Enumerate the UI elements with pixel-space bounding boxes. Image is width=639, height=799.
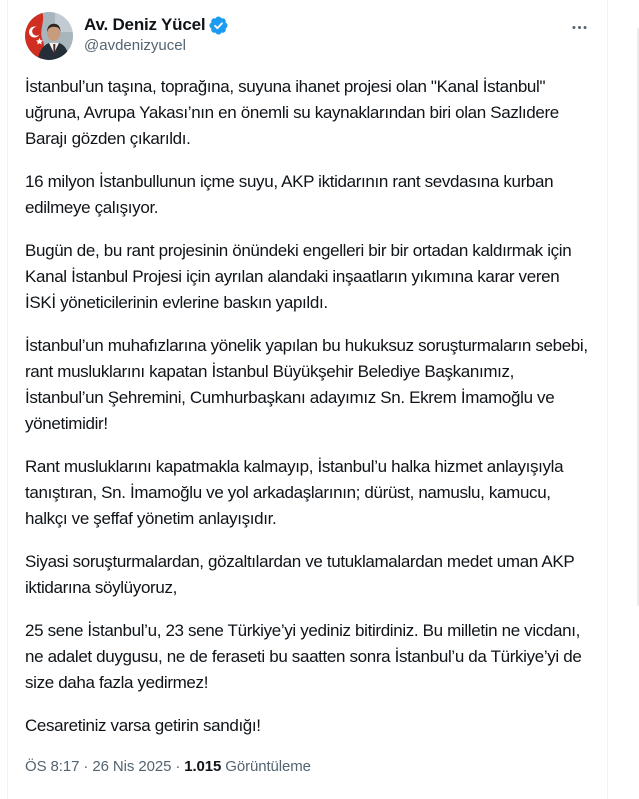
timestamp: ÖS 8:17 · 26 Nis 2025 xyxy=(25,758,172,775)
views-label: Görüntüleme xyxy=(225,758,311,775)
tweet-paragraph: Rant musluklarını kapatmakla kalmayıp, İstanbul’u halka hizmet anlayışıyla tanıştıran, Sn. İmamoğlu ve yol arkadaşlarının; dürüst, namuslu, kamucu, halkçı ve şeffaf yönetim anlayışıdır. xyxy=(25,457,568,528)
tweet-paragraph: İstanbul’un muhafızlarına yönelik yapılan bu hukuksuz soruşturmaların sebebi, rant musluklarını kapatan İstanbul Büyükşehir Belediye Başkanımız, İstanbul’un Şehremini, Cumhurbaşkanı adayımız Sn. Ekrem İmamoğlu ve yönetimidir! xyxy=(25,336,593,433)
views-count: 1.015 xyxy=(184,758,222,775)
tweet-paragraph: İstanbul’un taşına, toprağına, suyuna ihanet projesi olan "Kanal İstanbul" uğruna, Avrupa Yakası’nın en önemli su kaynaklarından biri olan Sazlıdere Barajı gözden çıkarıldı. xyxy=(25,77,564,148)
tweet-text xyxy=(25,74,591,739)
tweet-paragraph: 16 milyon İstanbullunun içme suyu, AKP iktidarının rant sevdasına kurban edilmeye çalışıyor. xyxy=(25,172,558,217)
author-block xyxy=(84,12,568,54)
tweet-footer xyxy=(25,756,591,791)
author-handle[interactable]: @avdenizyucel xyxy=(84,37,186,54)
more-button[interactable] xyxy=(568,12,591,43)
tweet-paragraph: Cesaretiniz varsa getirin sandığı! xyxy=(25,716,261,735)
author-name-row xyxy=(84,15,568,35)
separator-dot: · xyxy=(175,758,181,775)
tweet-paragraph: Bugün de, bu rant projesinin önündeki engelleri bir bir ortadan kaldırmak için Kanal İstanbul Projesi için ayrılan alandaki inşaatların yıkımına karar veren İSKİ yöneticilerinin evlerine baskın yapıldı. xyxy=(25,241,576,312)
verified-badge-icon[interactable] xyxy=(209,16,228,35)
tweet-card xyxy=(7,0,608,799)
tweet-paragraph: 25 sene İstanbul’u, 23 sene Türkiye’yi yediniz bitirdiniz. Bu milletin ne vicdanı, ne adalet duygusu, ne de feraseti bu saatten sonra İstanbul’u da Türkiye’yi de size daha fazla yedirmez! xyxy=(25,621,586,692)
tweet-header xyxy=(25,12,591,60)
more-icon xyxy=(570,18,589,37)
author-name[interactable]: Av. Deniz Yücel xyxy=(84,15,206,34)
tweet-paragraph: Siyasi soruşturmalardan, gözaltılardan ve tutuklamalardan medet uman AKP iktidarına söylüyoruz, xyxy=(25,552,579,597)
avatar[interactable] xyxy=(25,12,73,60)
avatar-image xyxy=(25,12,73,60)
